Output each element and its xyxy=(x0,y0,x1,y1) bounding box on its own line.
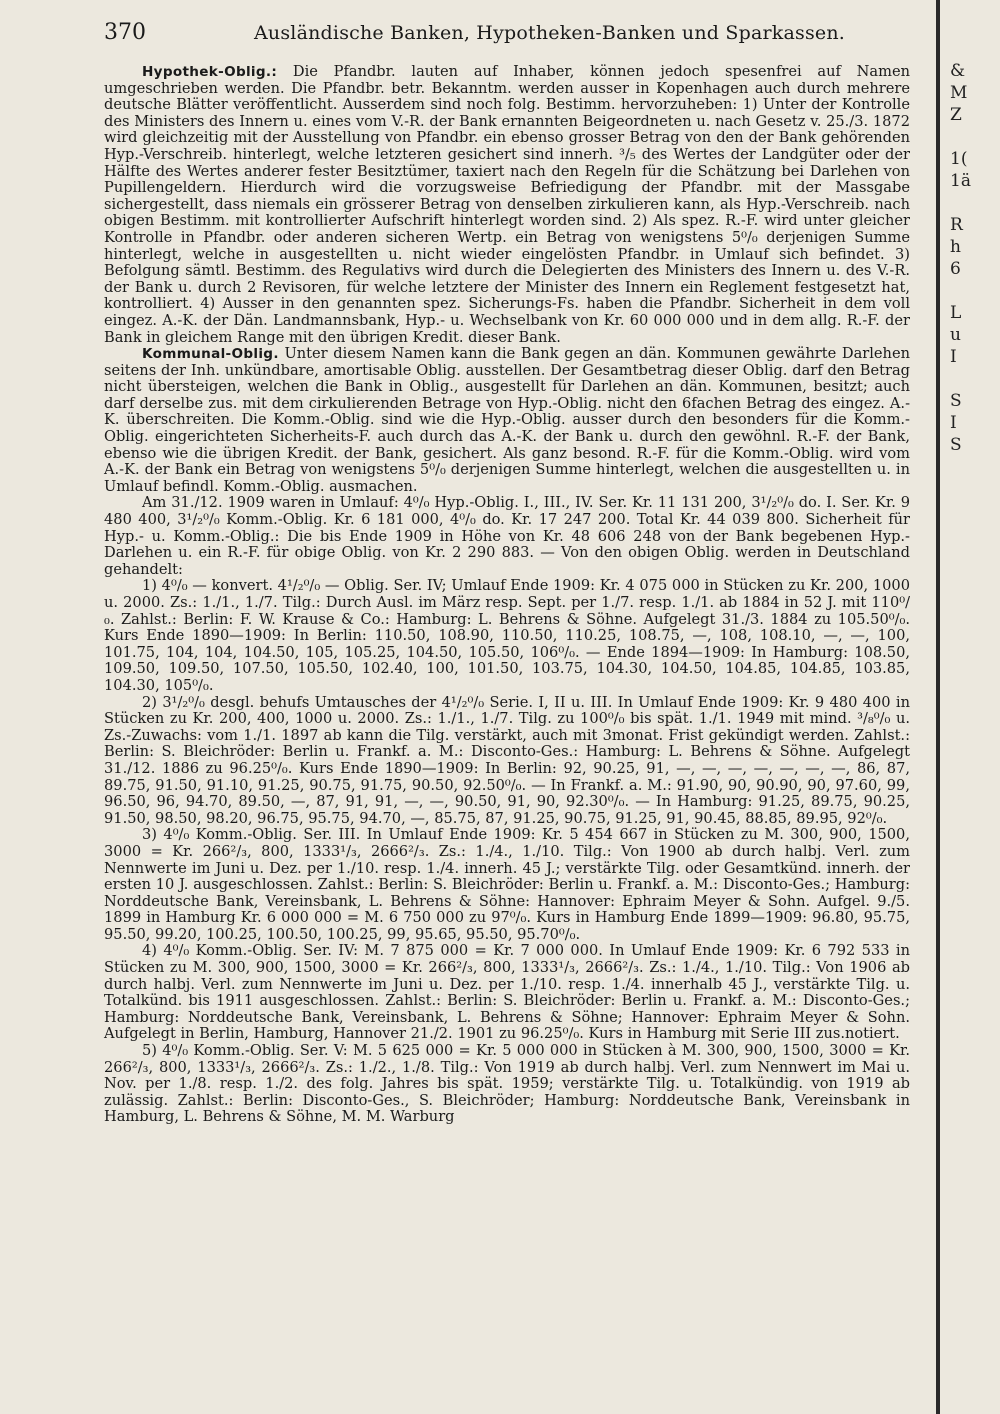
section-hypothek-oblig xyxy=(104,64,910,346)
running-title: Ausländische Banken, Hypotheken-Banken und Sparkassen. xyxy=(254,22,846,44)
margin-fragment xyxy=(950,368,1000,390)
margin-fragment: h xyxy=(950,237,961,257)
section-keyword: Kommunal-Oblig. xyxy=(142,346,279,363)
margin-fragment: & xyxy=(950,61,966,81)
margin-fragment: R xyxy=(950,215,963,235)
section-text: Unter diesem Namen kann die Bank gegen an dän. Kommunen gewährte Darlehen seitens der Inh. unkündbare, amortisable Oblig. ausstellen. Der Gesamtbetrag dieser Oblig. darf den Betrag nicht übersteigen, welchen die Bank in Oblig., ausgestellt für Darlehen an dän. Kommunen, besitzt; auch darf derselbe zus. mit dem cirkulierenden Betrage von Hyp.-Oblig. nicht den 6fachen Betrag des eingez. A.-K. überschreiten. Die Komm.-Oblig. sind wie die Hyp.-Oblig. ausser durch den besonders für die Komm.-Oblig. eingerichteten Sicherheits-F. auch durch das A.-K. der Bank u. durch den gewöhnl. R.-F. der Bank, ebenso wie die übrigen Kredit. der Bank, gesichert. Als ganz besond. R.-F. für die Komm.-Oblig. wird vom A.-K. der Bank ein Betrag von wenigstens 5⁰/₀ derjenigen Summe hinterlegt, welchen die ausgestellten u. in Umlauf befindl. Komm.-Oblig. ausmachen. xyxy=(104,345,910,495)
margin-fragment xyxy=(950,280,1000,302)
paragraph-umlauf: Am 31./12. 1909 waren in Umlauf: 4⁰/₀ Hyp.-Oblig. I., III., IV. Ser. Kr. 11 131 200, 3¹/₂⁰/₀ do. I. Ser. Kr. 9 480 400, 3¹/₂⁰/₀ Komm.-Oblig. Kr. 6 181 000, 4⁰/₀ do. Kr. 17 247 200. Total Kr. 44 039 800. Sicherheit für Hyp.- u. Komm.-Oblig.: Die bis Ende 1909 in Höhe von Kr. 48 606 248 von der Bank begebenen Hyp.-Darlehen u. ein R.-F. für obige Oblig. von Kr. 2 290 883. — Von den obigen Oblig. werden in Deutschland gehandelt: xyxy=(104,494,910,578)
margin-fragment: I xyxy=(950,413,957,433)
margin-fragment xyxy=(950,192,1000,214)
section-kommunal-oblig xyxy=(104,346,910,495)
margin-fragment: S xyxy=(950,435,962,455)
margin-fragment: 6 xyxy=(950,259,961,279)
page-header xyxy=(104,16,916,50)
page-body xyxy=(104,64,910,1126)
paragraph-item-2: 2) 3¹/₂⁰/₀ desgl. behufs Umtausches der 4¹/₂⁰/₀ Serie. I, II u. III. In Umlauf Ende 1909: Kr. 9 480 400 in Stücken zu Kr. 200, 400, 1000 u. 2000. Zs.: 1./1., 1./7. Tilg. zu 100⁰/₀ bis spät. 1./1. 1949 mit mind. ³/₈⁰/₀ u. Zs.-Zuwachs: vom 1./1. 1897 ab kann die Tilg. verstärkt, auch mit 3monat. Frist gekündigt werden. Zahlst.: Berlin: S. Bleichröder: Berlin u. Frankf. a. M.: Disconto-Ges.: Hamburg: L. Behrens & Söhne. Aufgelegt 31./12. 1886 zu 96.25⁰/₀. Kurs Ende 1890—1909: In Berlin: 92, 90.25, 91, —, —, —, —, —, —, —, 86, 87, 89.75, 91.50, 91.10, 91.25, 90.75, 91.75, 90.50, 92.50⁰/₀. — In Frankf. a. M.: 91.90, 90, 90.90, 90, 97.60, 99, 96.50, 96, 94.70, 89.50, —, 87, 91, 91, —, —, 90.50, 91, 90, 92.30⁰/₀. — In Hamburg: 91.25, 89.75, 90.25, 91.50, 98.50, 98.20, 96.75, 95.75, 94.70, —, 85.75, 87, 91.25, 90.75, 91.25, 91, 90.45, 88.85, 89.95, 92⁰/₀. xyxy=(104,693,910,827)
section-keyword: Hypothek-Oblig.: xyxy=(142,64,278,80)
margin-fragment: 1( xyxy=(950,149,968,169)
margin-fragment: u xyxy=(950,325,961,345)
margin-fragment: 1ä xyxy=(950,171,971,191)
paragraph-item-1: 1) 4⁰/₀ — konvert. 4¹/₂⁰/₀ — Oblig. Ser. IV; Umlauf Ende 1909: Kr. 4 075 000 in Stücken zu Kr. 200, 1000 u. 2000. Zs.: 1./1., 1./7. Tilg.: Durch Ausl. im März resp. Sept. per 1./7. resp. 1./1. ab 1884 in 52 J. mit 110⁰/₀. Zahlst.: Berlin: F. W. Krause & Co.: Hamburg: L. Behrens & Söhne. Aufgelegt 31./3. 1884 zu 105.50⁰/₀. Kurs Ende 1890—1909: In Berlin: 110.50, 108.90, 110.50, 110.25, 108.75, —, 108, 108.10, —, —, 100, 101.75, 104, 104, 104.50, 105, 105.25, 104.50, 105.50, 106⁰/₀. — Ende 1894—1909: In Hamburg: 108.50, 109.50, 109.50, 107.50, 105.50, 102.40, 100, 101.50, 103.75, 104.30, 104.50, 104.85, 104.85, 103.85, 104.30, 105⁰/₀. xyxy=(104,577,910,694)
margin-fragment: I xyxy=(950,347,957,367)
paragraph-item-4: 4) 4⁰/₀ Komm.-Oblig. Ser. IV: M. 7 875 000 = Kr. 7 000 000. In Umlauf Ende 1909: Kr. 6 792 533 in Stücken zu M. 300, 900, 1500, 3000 = Kr. 266²/₃, 800, 1333¹/₃, 2666²/₃. Zs.: 1./4., 1./10. Tilg.: Von 1906 ab durch halbj. Verl. zum Nennwerte im Juni u. Dez. per 1./10. resp. 1./4. innerhalb 45 J., verstärkte Tilg. u. Totalkünd. bis 1911 ausgeschlossen. Zahlst.: Berlin: S. Bleichröder: Berlin u. Frankf. a. M.: Disconto-Ges.; Hamburg: Norddeutsche Bank, Vereinsbank, L. Behrens & Söhne; Hannover: Ephraim Meyer & Sohn. Aufgelegt in Berlin, Hamburg, Hannover 21./2. 1901 zu 96.25⁰/₀. Kurs in Hamburg mit Serie III zus.notiert. xyxy=(104,942,910,1043)
page-number: 370 xyxy=(104,20,146,45)
paragraph-item-5: 5) 4⁰/₀ Komm.-Oblig. Ser. V: M. 5 625 000 = Kr. 5 000 000 in Stücken à M. 300, 900, 1500, 3000 = Kr. 266²/₃, 800, 1333¹/₃, 2666²/₃. Zs.: 1./2., 1./8. Tilg.: Von 1919 ab durch halbj. Verl. zum Nennwert im Mai u. Nov. per 1./8. resp. 1./2. des folg. Jahres bis spät. 1959; verstärkte Tilg. u. Totalkündig. von 1919 ab zulässig. Zahlst.: Berlin: Disconto-Ges., S. Bleichröder; Hamburg: Norddeutsche Bank, Vereinsbank in Hamburg, L. Behrens & Söhne, M. M. Warburg xyxy=(104,1042,910,1126)
section-text: Die Pfandbr. lauten auf Inhaber, können jedoch spesenfrei auf Namen umgeschrieben werden. Die Pfandbr. betr. Bekanntm. werden ausser in Kopenhagen auch durch mehrere deutsche Blätter veröffentlicht. Ausserdem sind noch folg. Bestimm. hervorzuheben: 1) Unter der Kontrolle des Ministers des Innern u. eines vom V.-R. der Bank ernannten Beigeordneten u. nach Gesetz v. 25./3. 1872 wird gleichzeitig mit der Ausstellung von Pfandbr. ein ebenso grosser Betrag von den der Bank gehörenden Hyp.-Verschreib. hinterlegt, welche letzteren gesichert sind innerh. ³/₅ des Wertes der Landgüter oder der Hälfte des Wertes anderer fester Besitztümer, taxiert nach den Regeln für die Schätzung bei Darlehen von Pupillengeldern. Hierdurch wird die vorzugsweise Befriedigung der Pfandbr. mit der Massgabe sichergestellt, dass niemals ein grösserer Betrag von denselben zirkulieren kann, als Hyp.-Verschreib. nach obigen Bestimm. mit kontrollierter Aufschrift hinterlegt worden sind. 2) Als spez. R.-F. wird unter gleicher Kontrolle in Pfandbr. oder anderen sicheren Wertp. ein Betrag von wenigstens 5⁰/₀ derjenigen Summe hinterlegt, welche in ausgestellten u. nicht wieder eingelösten Pfandbr. in Umlauf sich befindet. 3) Befolgung sämtl. Bestimm. des Regulativs wird durch die Delegierten des Ministers des Innern u. des V.-R. der Bank u. durch 2 Revisoren, für welche letztere der Minister des Innern ein Reglement festgesetzt hat, kontrolliert. 4) Ausser in den genannten spez. Sicherungs-Fs. haben die Pfandbr. Sicherheit in dem voll eingez. A.-K. der Dän. Landmannsbank, Hyp.- u. Wechselbank von Kr. 60 000 000 und in dem allg. R.-F. der Bank in gleichem Range mit den übrigen Kredit. dieser Bank. xyxy=(104,63,910,346)
margin-fragment: M xyxy=(950,83,968,103)
margin-fragment: L xyxy=(950,303,962,323)
page-gutter-divider xyxy=(936,0,940,1414)
margin-fragment: Z xyxy=(950,105,962,125)
paragraph-item-3: 3) 4⁰/₀ Komm.-Oblig. Ser. III. In Umlauf Ende 1909: Kr. 5 454 667 in Stücken zu M. 300, 900, 1500, 3000 = Kr. 266²/₃, 800, 1333¹/₃, 2666²/₃. Zs.: 1./4., 1./10. Tilg.: Von 1900 ab durch halbj. Verl. zum Nennwerte im Juni u. Dez. per 1./10. resp. 1./4. innerh. 45 J.; verstärkte Tilg. oder Gesamtkünd. innerh. der ersten 10 J. ausgeschlossen. Zahlst.: Berlin: S. Bleichröder: Berlin u. Frankf. a. M.: Disconto-Ges.; Hamburg: Norddeutsche Bank, Vereinsbank, L. Behrens & Söhne: Hannover: Ephraim Meyer & Sohn. Aufgel. 9./5. 1899 in Hamburg Kr. 6 000 000 = M. 6 750 000 zu 97⁰/₀. Kurs in Hamburg Ende 1899—1909: 96.80, 95.75, 95.50, 99.20, 100.25, 100.50, 100.25, 99, 95.65, 95.50, 95.70⁰/₀. xyxy=(104,826,910,943)
adjacent-page-margin xyxy=(950,60,1000,456)
margin-fragment: S xyxy=(950,391,962,411)
margin-fragment xyxy=(950,126,1000,148)
